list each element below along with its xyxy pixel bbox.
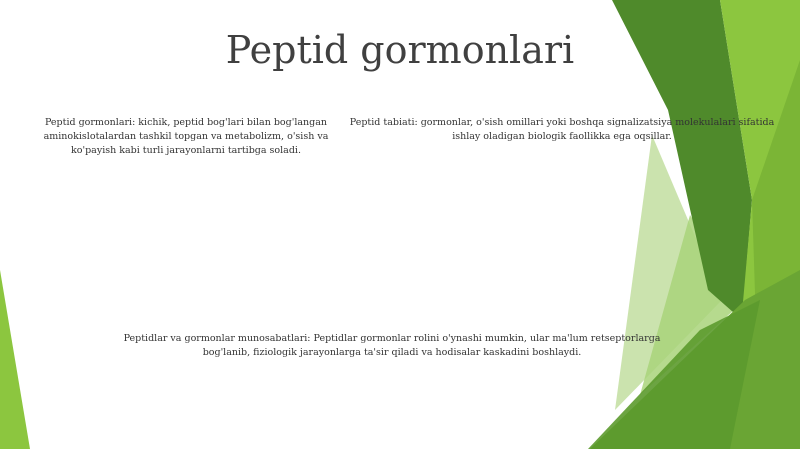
slide-title: Peptid gormonlari — [225, 28, 575, 72]
definition-paragraph: Peptid gormonlari: kichik, peptid bog'lari bilan bog'langan aminokislotalardan tashkil topgan va metabolizm, o'sish va ko'payish kabi turli jarayonlarni tartibga soladi. — [43, 117, 329, 156]
relationship-paragraph: Peptidlar va gormonlar munosabatlari: Peptidlar gormonlar rolini o'ynashi mumkin, ular ma'lum retseptorlarga bog'lanib, fiziologik jarayonlarga ta'sir qiladi va hodisalar kaskadini boshlaydi. — [123, 333, 661, 358]
nature-paragraph: Peptid tabiati: gormonlar, o'sish omillari yoki boshqa signalizatsiya molekulalari sifatida ishlay oladigan biologik faollikka ega oqsillar. — [349, 117, 775, 142]
left-green-sliver — [0, 270, 30, 449]
